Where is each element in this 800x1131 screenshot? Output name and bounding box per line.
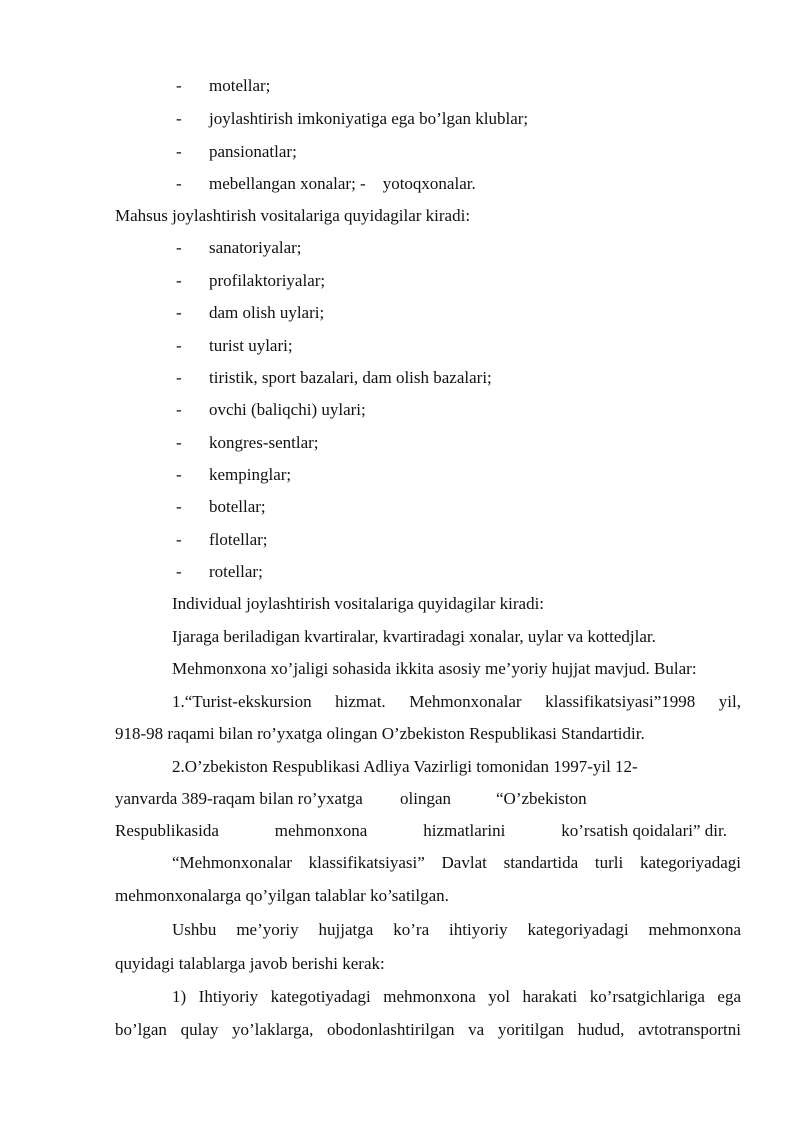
list-item: turist uylari; <box>209 336 293 355</box>
list-dash: - <box>176 174 182 193</box>
list-item: joylashtirish imkoniyatiga ega bo’lgan klublar; <box>209 109 529 128</box>
word: mehmonxona <box>274 821 368 840</box>
list-item: ovchi (baliqchi) uylari; <box>209 400 366 419</box>
list-dash: - <box>176 400 182 419</box>
list-item: profilaktoriyalar; <box>209 271 326 290</box>
paragraph-line: Mehmonxona xo’jaligi sohasida ikkita asosiy me’yoriy hujjat mavjud. Bular: <box>172 659 697 678</box>
list-dash: - <box>176 368 182 387</box>
word: hizmatlarini <box>423 821 506 840</box>
list-dash: - <box>176 530 182 549</box>
list-item: flotellar; <box>209 530 268 549</box>
paragraph-line: bo’lgan qulay yo’laklarga, obodonlashtirilgan va yoritilgan hudud, avtotransportni <box>115 1020 741 1039</box>
list-dash: - <box>176 562 182 581</box>
word: ko’rsatish qoidalari” dir. <box>561 821 727 840</box>
list-dash: - <box>176 497 182 516</box>
list-dash: - <box>176 109 182 128</box>
list-item: motellar; <box>209 76 271 95</box>
list-dash: - <box>176 142 182 161</box>
list-dash: - <box>176 433 182 452</box>
paragraph-line: olingan <box>400 789 451 808</box>
paragraph-line: “Mehmonxonalar klassifikatsiyasi” Davlat standartida turli kategoriyadagi <box>172 853 741 872</box>
paragraph-line: quyidagi talablarga javob berishi kerak: <box>115 954 385 973</box>
list-dash: - <box>176 271 182 290</box>
list-dash: - <box>176 465 182 484</box>
section-heading: Mahsus joylashtirish vositalariga quyidagilar kiradi: <box>115 206 471 225</box>
list-item: mebellangan xonalar; - yotoqxonalar. <box>209 174 476 193</box>
list-item: tiristik, sport bazalari, dam olish bazalari; <box>209 368 492 387</box>
paragraph-line: yanvarda 389-raqam bilan ro’yxatga <box>115 789 363 808</box>
paragraph-line: 2.O’zbekiston Respublikasi Adliya Vazirligi tomonidan 1997-yil 12- <box>172 757 638 776</box>
list-dash: - <box>176 238 182 257</box>
paragraph-line: 1) Ihtiyoriy kategotiyadagi mehmonxona yol harakati ko’rsatgichlariga ega <box>172 987 741 1006</box>
list-dash: - <box>176 76 182 95</box>
word: Respublikasida <box>115 821 219 840</box>
list-item: kongres-sentlar; <box>209 433 319 452</box>
paragraph-line: Individual joylashtirish vositalariga quyidagilar kiradi: <box>172 594 545 613</box>
paragraph-line: Ijaraga beriladigan kvartiralar, kvartiradagi xonalar, uylar va kottedjlar. <box>172 627 656 646</box>
list-dash: - <box>176 336 182 355</box>
list-dash: - <box>176 303 182 322</box>
paragraph-line <box>115 821 727 841</box>
paragraph-line: 918-98 raqami bilan ro’yxatga olingan O’zbekiston Respublikasi Standartidir. <box>115 724 645 743</box>
paragraph-line: 1.“Turist-ekskursion hizmat. Mehmonxonalar klassifikatsiyasi”1998 yil, <box>172 692 741 711</box>
list-item: botellar; <box>209 497 266 516</box>
paragraph-line: Ushbu me’yoriy hujjatga ko’ra ihtiyoriy kategoriyadagi mehmonxona <box>172 920 741 939</box>
paragraph-line: “O’zbekiston <box>496 789 587 808</box>
list-item: rotellar; <box>209 562 263 581</box>
paragraph-line: mehmonxonalarga qo’yilgan talablar ko’satilgan. <box>115 886 449 905</box>
list-item: sanatoriyalar; <box>209 238 302 257</box>
list-item: kempinglar; <box>209 465 292 484</box>
list-item: pansionatlar; <box>209 142 297 161</box>
list-item: dam olish uylari; <box>209 303 325 322</box>
